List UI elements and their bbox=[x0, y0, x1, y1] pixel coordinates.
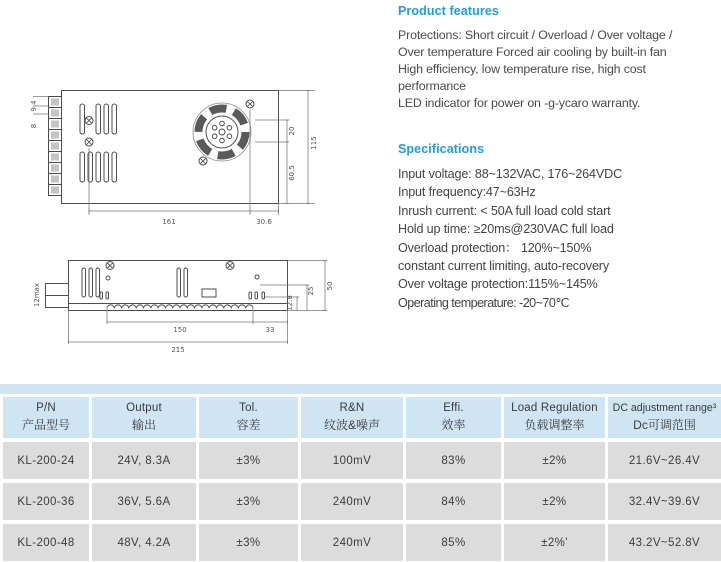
table-grid bbox=[0, 397, 721, 561]
cell-load-regulation: ±2%' bbox=[504, 524, 605, 561]
dim-label-12-8: 12.8 bbox=[286, 295, 294, 311]
fan-icon bbox=[193, 103, 251, 161]
cell-efficiency: 85% bbox=[406, 524, 501, 561]
spec-line: Over voltage protection:115%~145% bbox=[398, 277, 598, 292]
col-header-load-regulation bbox=[504, 397, 605, 438]
dim-label-215: 215 bbox=[171, 346, 185, 354]
top-view-drawing bbox=[25, 80, 350, 232]
spec-line: Overload protection： 120%~150% bbox=[398, 240, 592, 255]
cell-dc-adjust-range: 32.4V~39.6V bbox=[608, 483, 721, 520]
dim-label-115: 115 bbox=[310, 136, 318, 150]
dim-label-20: 20 bbox=[288, 126, 296, 136]
cell-dc-adjust-range: 43.2V~52.8V bbox=[608, 524, 721, 561]
feature-line: LED indicator for power on -g-ycaro warranty. bbox=[398, 96, 641, 110]
dimension-lines bbox=[33, 91, 315, 216]
cell-ripple-noise: 240mV bbox=[301, 524, 403, 561]
col-header-cn: 产品型号 bbox=[21, 418, 70, 432]
col-header-en: P/N bbox=[36, 402, 56, 414]
top-view-body bbox=[62, 91, 279, 204]
terminal-connector-icon bbox=[46, 284, 69, 308]
table-top-band bbox=[0, 384, 721, 394]
cell-dc-adjust-range: 21.6V~26.4V bbox=[608, 442, 721, 479]
spec-line: Input voltage: 88~132VAC, 176~264VDC bbox=[398, 167, 623, 181]
feature-line: Protections: Short circuit / Overload / Over voltage / bbox=[398, 28, 673, 42]
col-header-en: Output bbox=[126, 402, 162, 414]
cell-efficiency: 83% bbox=[406, 442, 501, 479]
cell-pn: KL-200-36 bbox=[3, 483, 89, 520]
dim-label-12max: 12max bbox=[33, 282, 41, 308]
col-header-dc-adjust-range bbox=[608, 397, 721, 438]
dim-label-30-6: 30.6 bbox=[256, 218, 272, 226]
cell-ripple-noise: 100mV bbox=[301, 442, 403, 479]
cell-ripple-noise: 240mV bbox=[301, 483, 403, 520]
col-header-en: R&N bbox=[339, 402, 365, 414]
col-header-pn bbox=[3, 397, 89, 438]
cell-pn: KL-200-24 bbox=[3, 442, 89, 479]
col-header-en: Load Regulation bbox=[511, 402, 598, 414]
dim-label-60-5: 60.5 bbox=[288, 165, 296, 181]
cell-load-regulation: ±2% bbox=[504, 442, 605, 479]
dim-label-8: 8 bbox=[30, 123, 38, 129]
dim-label-50: 50 bbox=[326, 281, 334, 291]
dim-label-25: 25 bbox=[307, 286, 315, 296]
col-header-en: Tol. bbox=[239, 402, 258, 414]
spec-line: Hold up time: ≥20ms@230VAC full load bbox=[398, 222, 614, 237]
col-header-efficiency bbox=[406, 397, 501, 438]
col-header-tolerance bbox=[199, 397, 298, 438]
cell-output: 48V, 4.2A bbox=[92, 524, 196, 561]
col-header-cn: Dc可调范围 bbox=[633, 418, 696, 432]
features-heading: Product features bbox=[398, 4, 499, 18]
col-header-ripple-noise bbox=[301, 397, 403, 438]
vent-slots-icon bbox=[82, 268, 265, 299]
product-features-section bbox=[398, 4, 716, 112]
col-header-cn: 容差 bbox=[236, 418, 261, 432]
col-header-cn: 纹波&噪声 bbox=[323, 418, 380, 432]
dim-label-33: 33 bbox=[265, 326, 275, 334]
cell-efficiency: 84% bbox=[406, 483, 501, 520]
col-header-cn: 输出 bbox=[131, 418, 156, 432]
cell-tolerance: ±3% bbox=[199, 442, 298, 479]
spec-line: Inrush current: < 50A full load cold start bbox=[398, 203, 611, 218]
cell-load-regulation: ±2% bbox=[504, 483, 605, 520]
dim-label-9-4: 9.4 bbox=[30, 100, 38, 112]
model-spec-table bbox=[0, 384, 721, 562]
col-header-cn: 负载调整率 bbox=[524, 418, 585, 432]
screw-icon bbox=[106, 262, 259, 281]
specifications-section bbox=[398, 142, 716, 312]
col-header-en: DC adjustment range³ bbox=[612, 402, 717, 414]
feature-line: Over temperature Forced air cooling by built-in fan bbox=[398, 45, 667, 59]
side-view-drawing bbox=[25, 243, 355, 360]
feature-line: performance bbox=[398, 79, 466, 93]
dim-label-161: 161 bbox=[162, 218, 176, 226]
dim-label-150: 150 bbox=[173, 326, 187, 334]
col-header-en: Effi. bbox=[443, 402, 464, 414]
dimension-labels bbox=[30, 100, 318, 226]
spec-line: Input frequency:47~63Hz bbox=[398, 185, 536, 200]
spec-line: constant current limiting, auto-recovery bbox=[398, 259, 609, 274]
terminal-block-icon bbox=[49, 97, 62, 196]
specifications-heading: Specifications bbox=[398, 142, 485, 156]
label-plate bbox=[202, 289, 216, 297]
spec-line: Operating temperature: -20~70℃ bbox=[398, 295, 569, 310]
scallop-vents-icon bbox=[107, 305, 253, 309]
cell-tolerance: ±3% bbox=[199, 524, 298, 561]
col-header-cn: 效率 bbox=[441, 418, 466, 432]
feature-line: High efficiency, low temperature rise, high cost bbox=[398, 62, 646, 76]
cell-tolerance: ±3% bbox=[199, 483, 298, 520]
col-header-output bbox=[92, 397, 196, 438]
cell-pn: KL-200-48 bbox=[3, 524, 89, 561]
cell-output: 36V, 5.6A bbox=[92, 483, 196, 520]
cell-output: 24V, 8.3A bbox=[92, 442, 196, 479]
